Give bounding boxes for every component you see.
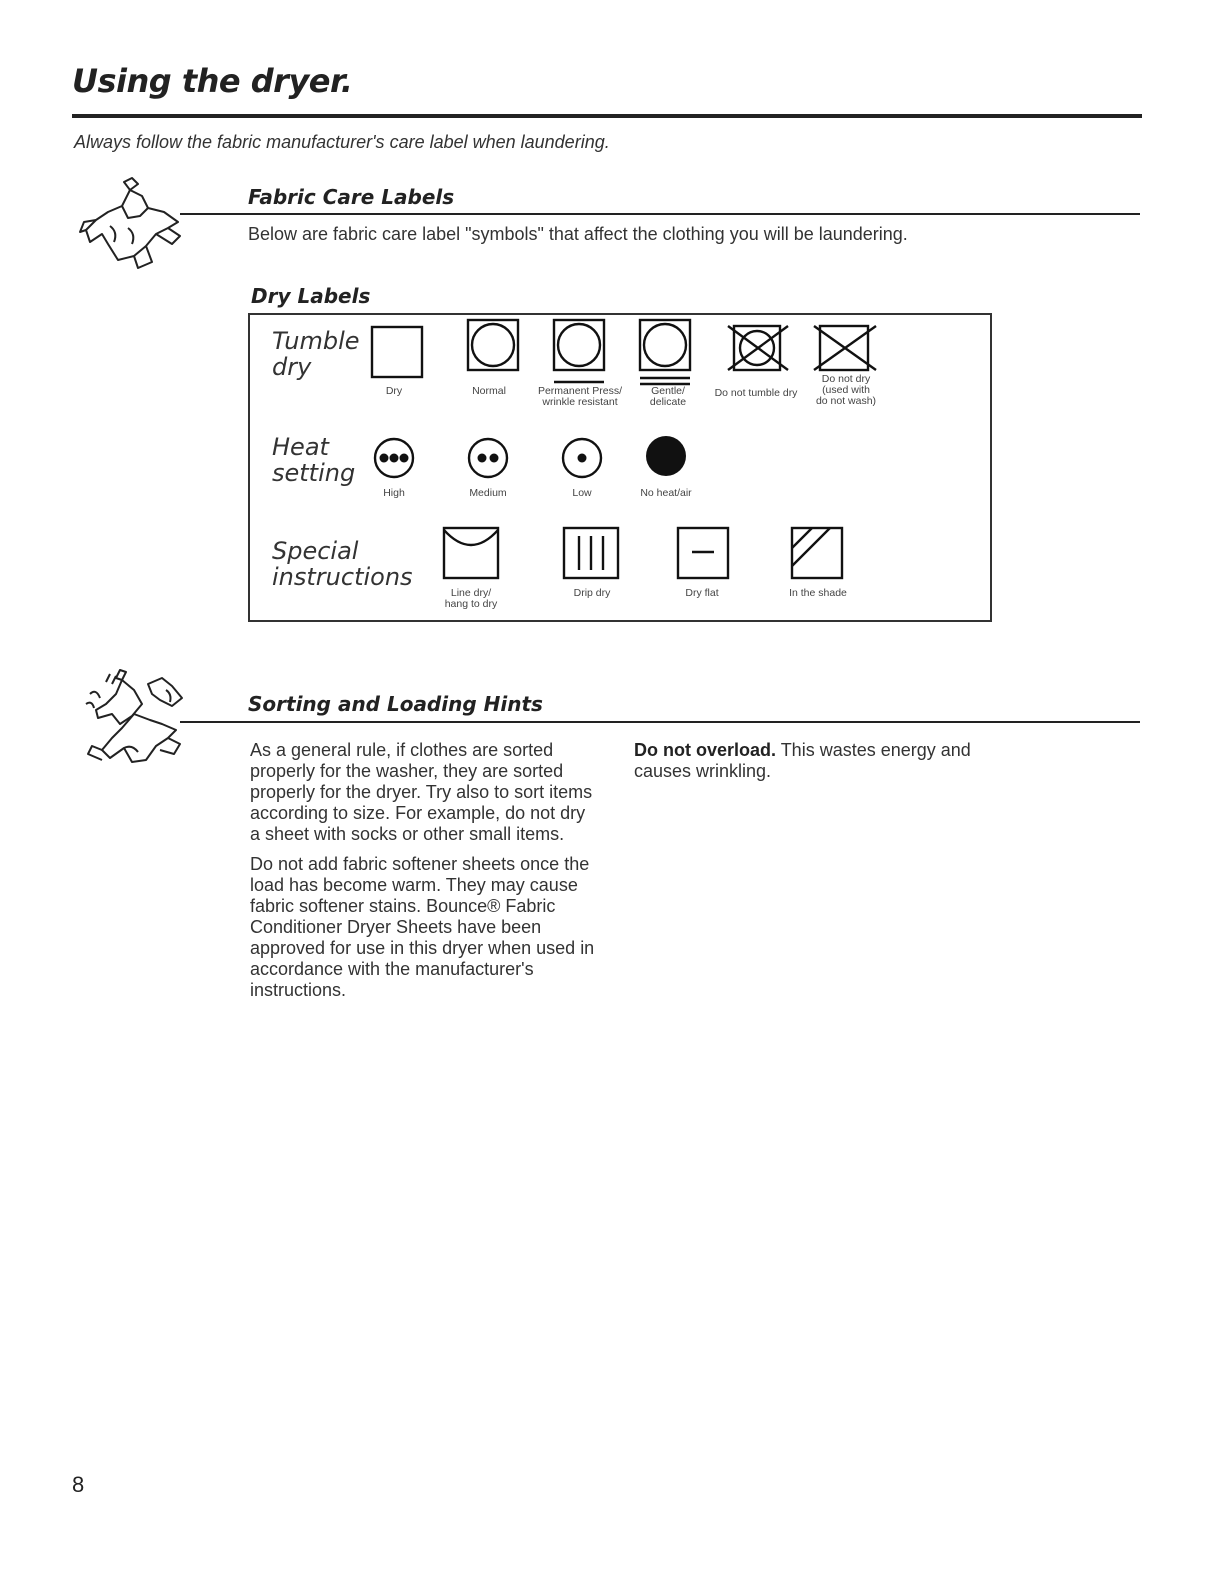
symbol-caption: No heat/air	[640, 487, 692, 499]
overload-note-bold: Do not overload.	[634, 740, 777, 760]
title-divider	[72, 114, 1142, 118]
square-crossed-icon	[812, 324, 878, 379]
tumble-dry-row-label: Tumble dry	[272, 327, 360, 381]
in-the-shade-icon	[790, 526, 850, 587]
heat-setting-row-label: Heat setting	[272, 433, 356, 487]
symbol-caption: Dry	[385, 385, 403, 397]
square-icon	[370, 325, 426, 386]
page-number: 8	[72, 1472, 85, 1497]
line-dry-icon	[442, 526, 502, 587]
circle-one-dot-icon	[560, 436, 604, 485]
symbol-caption: Gentle/ delicate	[649, 385, 687, 408]
dry-flat-icon	[676, 526, 736, 587]
symbol-caption: Drip dry	[573, 587, 611, 599]
symbol-caption: Medium	[469, 487, 507, 499]
fabric-care-title: Fabric Care Labels	[248, 185, 455, 209]
page-title: Using the dryer.	[72, 62, 353, 100]
overload-note	[634, 740, 984, 782]
square-circle-two-bars-icon	[638, 318, 694, 393]
special-instructions-row-label: Special instructions	[272, 537, 413, 591]
symbol-caption: Do not dry (used with do not wash)	[815, 373, 877, 407]
clothes-illustration-icon	[68, 172, 218, 272]
symbol-caption: Dry flat	[685, 587, 719, 599]
circle-two-dots-icon	[466, 436, 510, 485]
symbol-caption: Do not tumble dry	[714, 387, 798, 399]
symbol-caption: High	[383, 487, 405, 499]
sorting-divider	[180, 721, 1140, 723]
square-circle-crossed-icon	[726, 324, 790, 379]
intro-text: Always follow the fabric manufacturer's care label when laundering.	[74, 132, 610, 152]
symbol-caption: Line dry/ hang to dry	[444, 587, 498, 610]
dry-labels-title: Dry Labels	[251, 284, 371, 308]
symbol-caption: Normal	[472, 385, 506, 397]
square-circle-icon	[466, 318, 522, 379]
sorting-title: Sorting and Loading Hints	[248, 692, 543, 716]
drip-dry-icon	[562, 526, 622, 587]
sorting-paragraph-2: Do not add fabric softener sheets once the load has become warm. They may cause fabric softener stains. Bounce® Fabric Conditioner Dryer Sheets have been approved for use in this dryer when used in accordance with the manufacturer's instructions.	[250, 854, 595, 1000]
symbol-caption: Permanent Press/ wrinkle resistant	[537, 385, 623, 408]
fabric-care-description: Below are fabric care label "symbols" that affect the clothing you will be laundering.	[248, 224, 908, 244]
sorting-paragraph-1: As a general rule, if clothes are sorted properly for the washer, they are sorted properly for the dryer. Try also to sort items according to size. For example, do not dry a sheet with socks or other small items.	[250, 740, 593, 844]
symbol-caption: Low	[572, 487, 592, 499]
square-circle-one-bar-icon	[552, 318, 608, 393]
fabric-care-divider	[180, 213, 1140, 215]
symbol-caption: In the shade	[789, 587, 847, 599]
circle-three-dots-icon	[372, 436, 416, 485]
filled-circle-icon	[644, 434, 688, 483]
overload-note-text: This wastes energy and causes wrinkling.	[634, 740, 971, 781]
